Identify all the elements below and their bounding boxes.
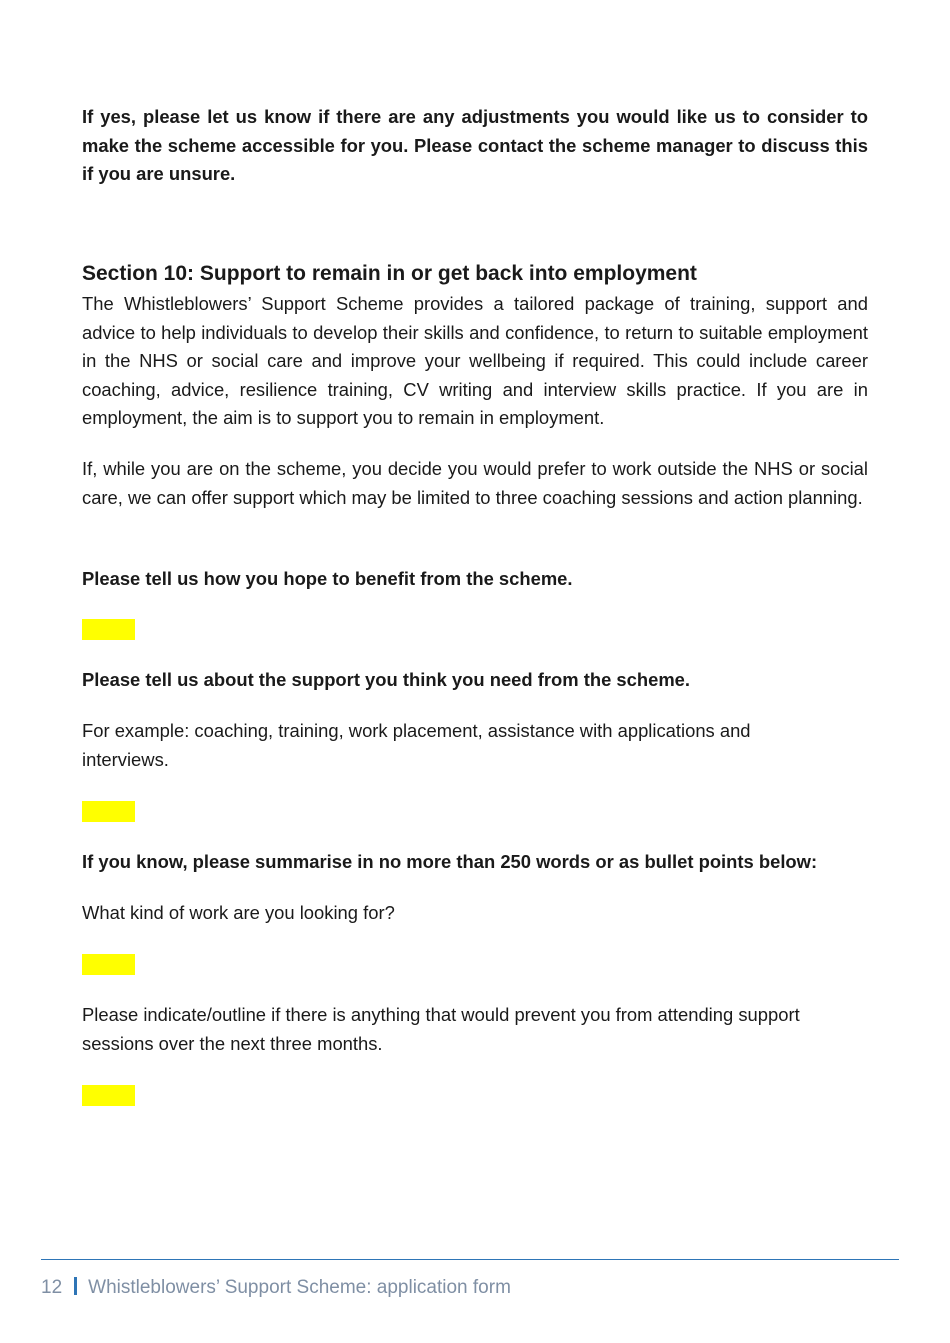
footer-document-title: Whistleblowers’ Support Scheme: application form	[88, 1277, 511, 1298]
page-number: 12	[41, 1277, 63, 1298]
adjustments-instruction: If yes, please let us know if there are any adjustments you would like us to consider to make the scheme accessible for you. Please contact the scheme manager to discuss this if you are unsure.	[82, 106, 868, 185]
prevent-question: Please indicate/outline if there is anything that would prevent you from attending support sessions over the next three months.	[82, 1004, 800, 1054]
benefit-answer-field[interactable]	[82, 619, 135, 640]
footer-divider	[41, 1259, 899, 1260]
work-kind-question: What kind of work are you looking for?	[82, 902, 395, 923]
section-10-intro-paragraph: The Whistleblowers’ Support Scheme provides a tailored package of training, support and advice to help individuals to develop their skills and confidence, to return to suitable employment in the NHS or social care and improve your wellbeing if required. This could include career coaching, advice, resilience training, CV writing and interview skills practice. If you are in employment, the aim is to support you to remain in employment.	[82, 293, 868, 429]
footer-separator	[74, 1277, 77, 1295]
page-footer	[41, 1276, 511, 1300]
benefit-question: Please tell us how you hope to benefit from the scheme.	[82, 568, 573, 589]
support-needed-answer-field[interactable]	[82, 801, 135, 822]
prevent-answer-field[interactable]	[82, 1085, 135, 1106]
work-kind-answer-field[interactable]	[82, 954, 135, 975]
support-example-text: For example: coaching, training, work placement, assistance with applications and interviews.	[82, 720, 751, 770]
summarise-instruction: If you know, please summarise in no more than 250 words or as bullet points below:	[82, 851, 818, 872]
section-10-heading: Section 10: Support to remain in or get back into employment	[82, 262, 697, 285]
outside-nhs-paragraph: If, while you are on the scheme, you decide you would prefer to work outside the NHS or social care, we can offer support which may be limited to three coaching sessions and action planning.	[82, 458, 868, 508]
support-needed-question: Please tell us about the support you think you need from the scheme.	[82, 669, 691, 690]
